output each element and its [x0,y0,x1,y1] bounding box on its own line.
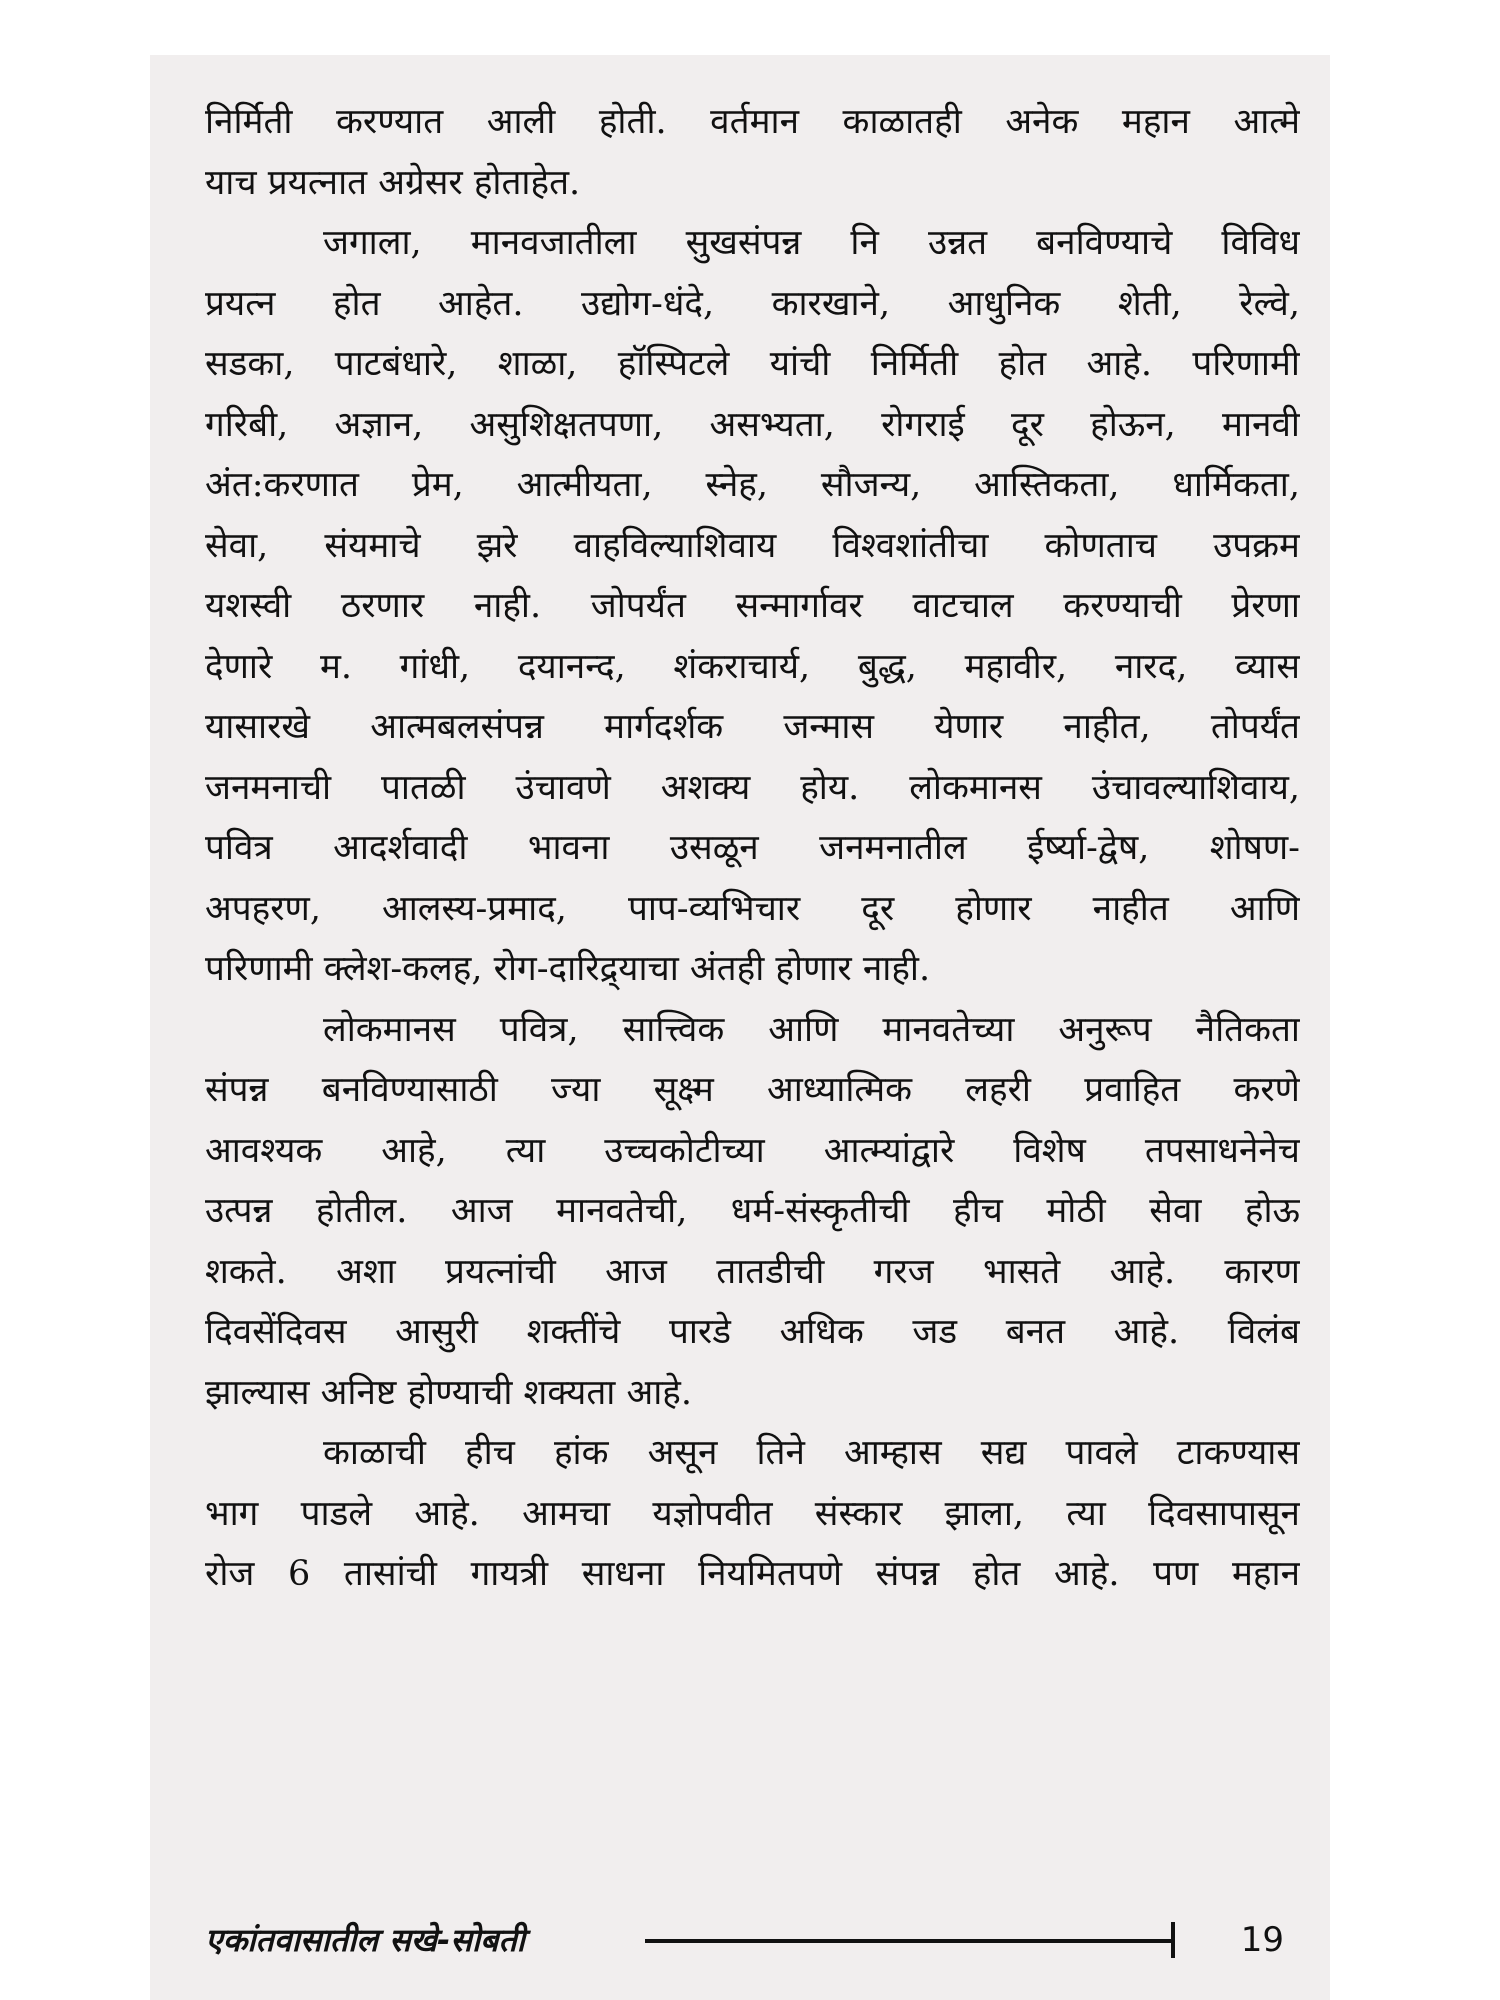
text-line: सडका, पाटबंधारे, शाळा, हॉस्पिटले यांची निर्मिती होत आहे. परिणामी [205,344,1300,384]
text-line: अंत:करणात प्रेम, आत्मीयता, स्नेह, सौजन्य, आस्तिकता, धार्मिकता, [205,465,1300,505]
text-line: जनमनाची पातळी उंचावणे अशक्य होय. लोकमानस उंचावल्याशिवाय, [205,767,1300,808]
text-line: झाल्यास अनिष्ट होण्याची शक्यता आहे. [205,1372,692,1413]
text-line: गरिबी, अज्ञान, असुशिक्षतपणा, असभ्यता, रोगराई दूर होऊन, मानवी [205,404,1300,445]
text-line: उत्पन्न होतील. आज मानवतेची, धर्म-संस्कृतीची हीच मोठी सेवा होऊ [205,1191,1300,1231]
text-line: रोज 6 तासांची गायत्री साधना नियमितपणे संपन्न होत आहे. पण महान [205,1554,1300,1594]
page-body-text [205,92,1300,1605]
text-line: परिणामी क्लेश-कलह, रोग-दारिद्र्याचा अंतही होणार नाही. [205,949,931,989]
footer-book-title: एकांतवासातील सखे-सोबती [205,1921,525,1959]
text-line: आवश्यक आहे, त्या उच्चकोटीच्या आत्म्यांद्वारे विशेष तपसाधनेनेच [205,1130,1300,1171]
text-line: शकते. अशा प्रयत्नांची आज तातडीची गरज भासते आहे. कारण [205,1251,1300,1292]
text-line: सेवा, संयमाचे झरे वाहविल्याशिवाय विश्वशांतीचा कोणताच उपक्रम [205,525,1300,566]
text-line: संपन्न बनविण्यासाठी ज्या सूक्ष्म आध्यात्मिक लहरी प्रवाहित करणे [205,1070,1300,1110]
text-line: निर्मिती करण्यात आली होती. वर्तमान काळातही अनेक महान आत्मे [205,102,1300,142]
text-line: लोकमानस पवित्र, सात्त्विक आणि मानवतेच्या अनुरूप नैतिकता [323,1009,1300,1050]
text-line: भाग पाडले आहे. आमचा यज्ञोपवीत संस्कार झाला, त्या दिवसापासून [205,1493,1300,1534]
text-line: यासारखे आत्मबलसंपन्न मार्गदर्शक जन्मास येणार नाहीत, तोपर्यंत [205,707,1300,747]
text-line: जगाला, मानवजातीला सुखसंपन्न नि उन्नत बनविण्याचे विविध [323,223,1300,263]
footer-rule-end-tick [1171,1922,1175,1958]
text-line: काळाची हीच हांक असून तिने आम्हास सद्य पावले टाकण्यास [323,1433,1300,1473]
text-line: अपहरण, आलस्य-प्रमाद, पाप-व्यभिचार दूर होणार नाहीत आणि [205,888,1300,929]
text-line: देणारे म. गांधी, दयानन्द, शंकराचार्य, बुद्ध, महावीर, नारद, व्यास [205,646,1300,687]
page-footer [205,1912,1300,1968]
page-number: 19 [1240,1920,1284,1960]
text-line: पवित्र आदर्शवादी भावना उसळून जनमनातील ईर्ष्या-द्वेष, शोषण- [205,828,1300,868]
text-line: दिवसेंदिवस आसुरी शक्तींचे पारडे अधिक जड बनत आहे. विलंब [205,1312,1300,1352]
text-line: प्रयत्न होत आहेत. उद्योग-धंदे, कारखाने, आधुनिक शेती, रेल्वे, [205,283,1300,324]
text-line: याच प्रयत्नात अग्रेसर होताहेत. [205,162,581,203]
text-line: यशस्वी ठरणार नाही. जोपर्यंत सन्मार्गावर वाटचाल करण्याची प्रेरणा [205,586,1300,626]
footer-rule [645,1939,1175,1943]
